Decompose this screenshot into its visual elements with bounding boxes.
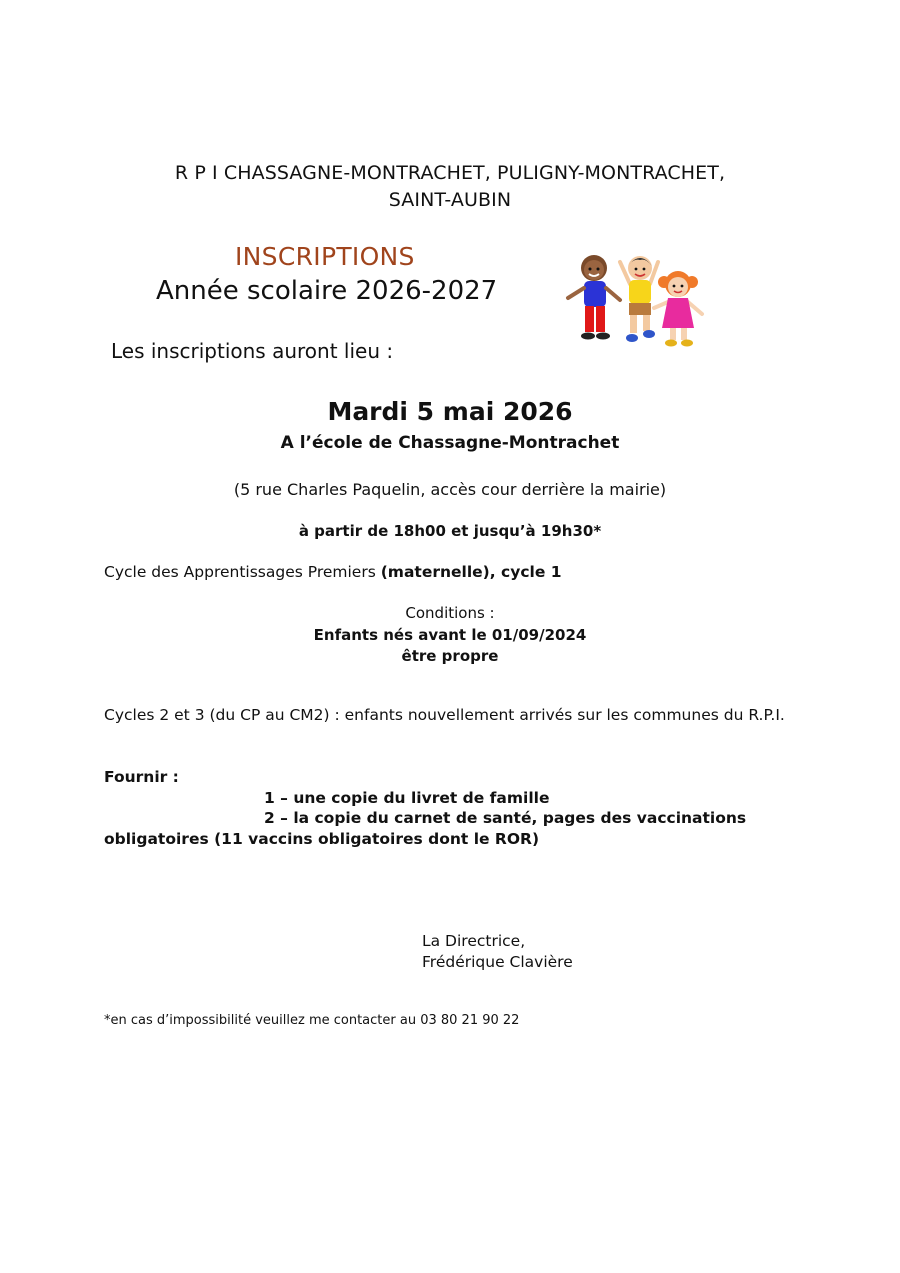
signature-name: Frédérique Clavière — [422, 953, 573, 971]
cycle1-bold: (maternelle), cycle 1 — [380, 563, 562, 581]
intro-text: Les inscriptions auront lieu : — [111, 339, 394, 363]
condition-birth-date: Enfants nés avant le 01/09/2024 — [313, 626, 587, 644]
cycle1-label: Cycle des Apprentissages Premiers — [104, 563, 381, 581]
header-line-1: R P I CHASSAGNE-MONTRACHET, PULIGNY-MONTRACHET, — [174, 162, 726, 184]
signature-role: La Directrice, — [422, 932, 526, 950]
event-time: à partir de 18h00 et jusqu’à 19h30* — [298, 522, 602, 540]
page-title: INSCRIPTIONS — [235, 242, 415, 271]
children-illustration-icon — [560, 248, 710, 352]
fournir-item-2: 2 – la copie du carnet de santé, pages des vaccinations — [264, 809, 747, 827]
condition-potty-trained: être propre — [401, 647, 499, 665]
event-date: Mardi 5 mai 2026 — [327, 397, 573, 426]
school-year: Année scolaire 2026-2027 — [156, 276, 498, 306]
cycles23-text: Cycles 2 et 3 (du CP au CM2) : enfants nouvellement arrivés sur les communes du R.P.I. — [104, 706, 785, 724]
header-line-2: SAINT-AUBIN — [388, 189, 512, 211]
event-location: A l’école de Chassagne-Montrachet — [280, 433, 620, 453]
fournir-item-1: 1 – une copie du livret de famille — [264, 789, 550, 807]
fournir-item-2-continued: obligatoires (11 vaccins obligatoires dont le ROR) — [104, 830, 540, 848]
cycle1-line — [104, 563, 562, 581]
conditions-heading: Conditions : — [405, 604, 495, 622]
fournir-heading: Fournir : — [104, 768, 179, 786]
footnote: *en cas d’impossibilité veuillez me contacter au 03 80 21 90 22 — [104, 1013, 520, 1028]
event-address: (5 rue Charles Paquelin, accès cour derrière la mairie) — [233, 480, 667, 499]
